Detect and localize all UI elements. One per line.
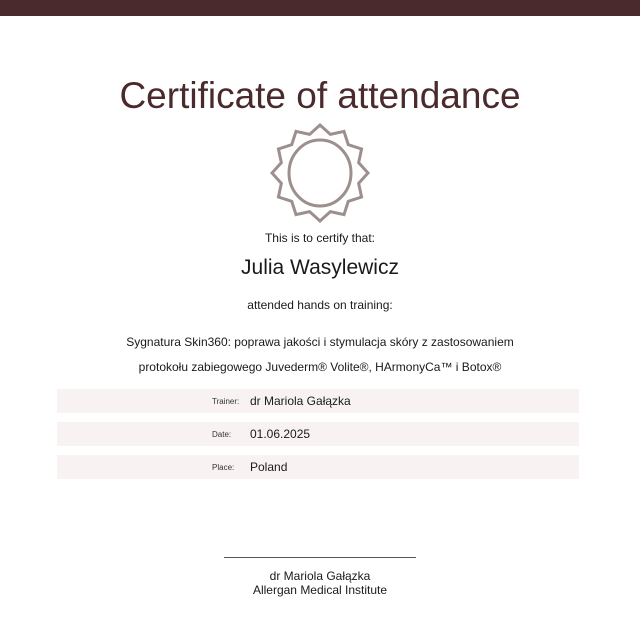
signatory-organization: Allergan Medical Institute xyxy=(252,583,388,597)
place-row xyxy=(57,455,579,479)
trainer-label: Trainer: xyxy=(212,397,240,406)
recipient-name: Julia Wasylewicz xyxy=(241,256,399,279)
sunburst-seal-icon xyxy=(270,122,370,224)
trainer-value: dr Mariola Gałązka xyxy=(250,394,351,408)
course-title-line-2: protokołu zabiegowego Juvederm® Volite®, HArmonyCa™ i Botox® xyxy=(138,360,502,374)
place-label: Place: xyxy=(212,463,235,472)
signatory-name: dr Mariola Gałązka xyxy=(269,569,371,583)
date-label: Date: xyxy=(212,430,232,439)
trainer-row xyxy=(57,389,579,413)
date-value: 01.06.2025 xyxy=(250,427,311,441)
signature-line xyxy=(224,557,416,558)
certificate-title: Certificate of attendance xyxy=(119,75,521,116)
top-accent-bar xyxy=(0,0,640,16)
attended-text: attended hands on training: xyxy=(247,298,393,312)
place-value: Poland xyxy=(250,460,288,474)
certify-text: This is to certify that: xyxy=(264,231,376,245)
course-title-line-1: Sygnatura Skin360: poprawa jakości i stymulacja skóry z zastosowaniem xyxy=(126,335,514,349)
date-row xyxy=(57,422,579,446)
